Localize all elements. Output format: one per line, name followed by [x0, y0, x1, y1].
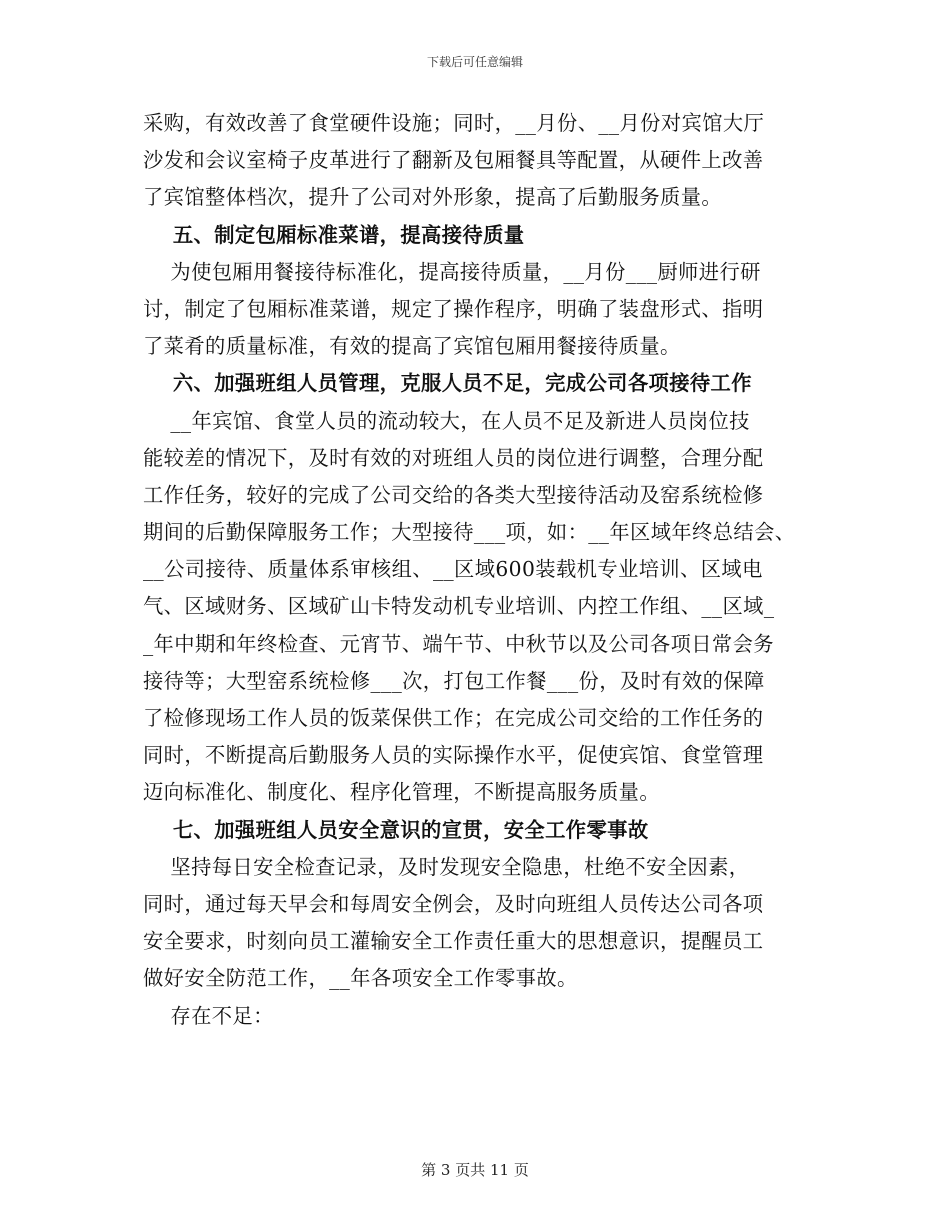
paragraph-line: 期间的后勤保障服务工作；大型接待___项，如：__年区域年终总结会、 — [143, 520, 796, 545]
paragraph-line: 接待等；大型窑系统检修___次，打包工作餐___份，及时有效的保障 — [143, 668, 765, 693]
paragraph-line: 了菜肴的质量标准，有效的提高了宾馆包厢用餐接待质量。 — [143, 334, 681, 359]
paragraph-line: 了宾馆整体档次，提升了公司对外形象，提高了后勤服务质量。 — [143, 185, 723, 210]
paragraph-line: 为使包厢用餐接待标准化，提高接待质量，__月份___厨师进行研 — [143, 259, 761, 284]
paragraph-line: __公司接待、质量体系审核组、__区域600装载机专业培训、区域电 — [143, 557, 763, 582]
paragraph-line: 存在不足： — [143, 1003, 274, 1028]
paragraph-line: 安全要求，时刻向员工灌输安全工作责任重大的思想意识，提醒员工 — [143, 929, 764, 954]
paragraph-line: 讨，制定了包厢标准菜谱，规定了操作程序，明确了装盘形式、指明 — [143, 296, 764, 321]
paragraph-line: _年中期和年终检查、元宵节、端午节、中秋节以及公司各项日常会务 — [143, 631, 774, 656]
section-heading: 七、加强班组人员安全意识的宣贯，安全工作零事故 — [143, 817, 649, 842]
section-heading: 六、加强班组人员管理，克服人员不足，完成公司各项接待工作 — [143, 371, 752, 396]
paragraph-line: 能较差的情况下，及时有效的对班组人员的岗位进行调整，合理分配 — [143, 445, 764, 470]
paragraph-line: 同时，不断提高后勤服务人员的实际操作水平，促使宾馆、食堂管理 — [143, 743, 764, 768]
section-heading: 五、制定包厢标准菜谱，提高接待质量 — [143, 222, 525, 247]
document-body — [143, 105, 823, 1035]
paragraph-line: 气、区域财务、区域矿山卡特发动机专业培训、内控工作组、__区域_ — [143, 594, 775, 619]
page-footer: 第 3 页共 11 页 — [421, 1161, 529, 1179]
paragraph-line: __年宾馆、食堂人员的流动较大，在人员不足及新进人员岗位技 — [143, 408, 750, 433]
paragraph-line: 工作任务，较好的完成了公司交给的各类大型接待活动及窑系统检修 — [143, 482, 764, 507]
paragraph-line: 采购，有效改善了食堂硬件设施；同时，__月份、__月份对宾馆大厅 — [143, 111, 765, 135]
paragraph-line: 坚持每日安全检查记录，及时发现安全隐患，杜绝不安全因素， — [143, 854, 750, 879]
paragraph-line: 同时，通过每天早会和每周安全例会，及时向班组人员传达公司各项 — [143, 891, 764, 916]
paragraph-line: 迈向标准化、制度化、程序化管理，不断提高服务质量。 — [143, 780, 661, 805]
paragraph-line: 沙发和会议室椅子皮革进行了翻新及包厢餐具等配置，从硬件上改善 — [143, 148, 764, 173]
paragraph-line: 做好安全防范工作，__年各项安全工作零事故。 — [143, 966, 578, 991]
page-header: 下载后可任意编辑 — [426, 55, 523, 69]
paragraph-line: 了检修现场工作人员的饭菜保供工作；在完成公司交给的工作任务的 — [143, 706, 764, 730]
